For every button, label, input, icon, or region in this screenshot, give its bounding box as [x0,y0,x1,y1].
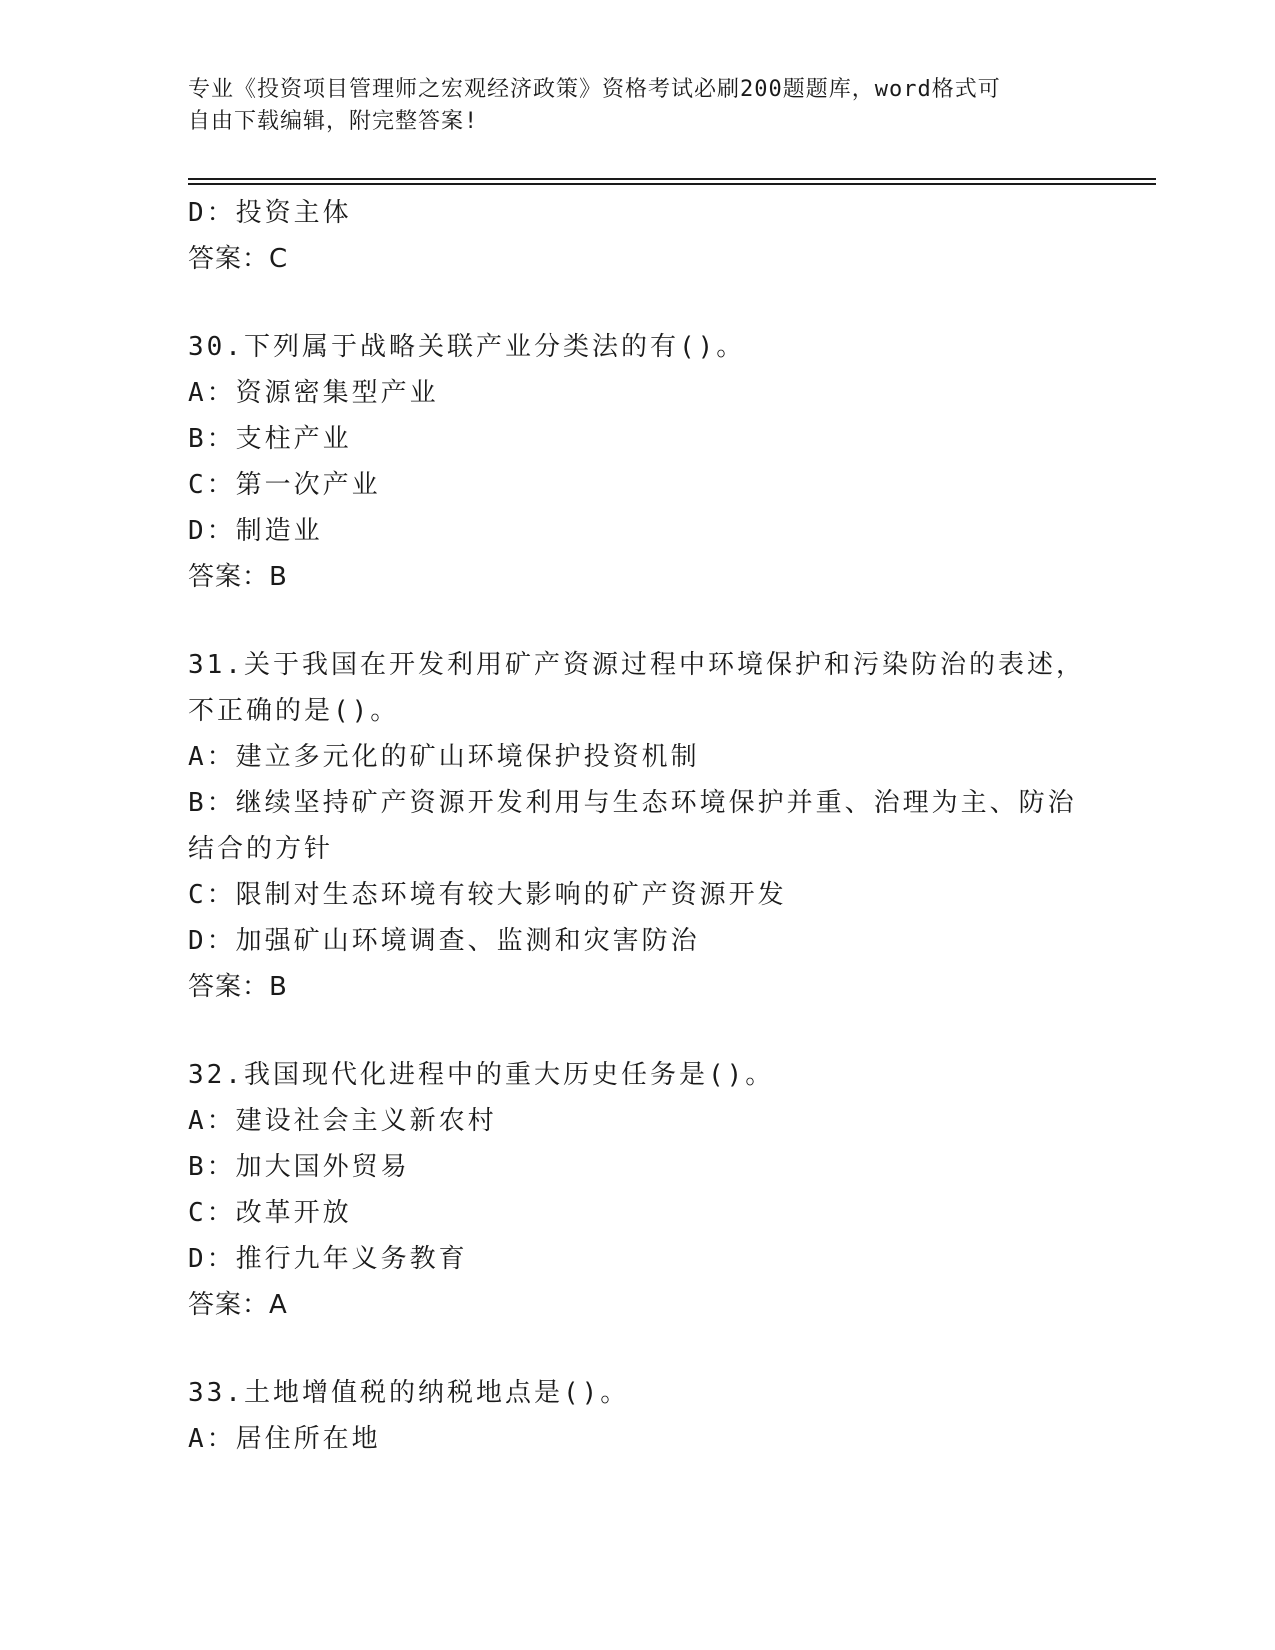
header-line-1: 专业《投资项目管理师之宏观经济政策》资格考试必刷200题题库，word格式可 [188,77,1001,102]
option-b-continued: 结合的方针 [188,834,334,864]
answer-line: 答案：C [188,244,289,274]
question-32 [188,1052,1088,1328]
option-a: A：建立多元化的矿山环境保护投资机制 [188,742,700,772]
question-stem: 33.土地增值税的纳税地点是()。 [188,1378,630,1408]
option-b: B：继续坚持矿产资源开发利用与生态环境保护并重、治理为主、防治 [188,788,1077,818]
header-rule-top [188,178,1156,180]
answer-line: 答案：B [188,562,288,592]
question-list [188,190,1088,1462]
question-stem: 32.我国现代化进程中的重大历史任务是()。 [188,1060,775,1090]
option-c: C：限制对生态环境有较大影响的矿产资源开发 [188,880,787,910]
option-d: D：制造业 [188,516,323,546]
previous-question-tail [188,190,1088,282]
header-rule-bottom [188,183,1156,185]
question-33 [188,1370,1088,1462]
header-line-2: 自由下载编辑，附完整答案! [188,109,479,134]
answer-line: 答案：B [188,972,288,1002]
option-a: A：居住所在地 [188,1424,381,1454]
question-stem: 31.关于我国在开发利用矿产资源过程中环境保护和污染防治的表述， [188,650,1085,680]
option-b: B：支柱产业 [188,424,352,454]
question-stem: 30.下列属于战略关联产业分类法的有()。 [188,332,746,362]
option-b: B：加大国外贸易 [188,1152,410,1182]
question-30 [188,324,1088,600]
question-31 [188,642,1088,1010]
option-d: D：推行九年义务教育 [188,1244,468,1274]
option-d: D：加强矿山环境调查、监测和灾害防治 [188,926,700,956]
option-a: A：资源密集型产业 [188,378,439,408]
option-d: D：投资主体 [188,198,352,228]
document-header [188,74,1068,138]
option-c: C：第一次产业 [188,470,381,500]
answer-line: 答案：A [188,1290,288,1320]
option-a: A：建设社会主义新农村 [188,1106,497,1136]
option-c: C：改革开放 [188,1198,352,1228]
question-stem-continued: 不正确的是()。 [188,696,400,726]
